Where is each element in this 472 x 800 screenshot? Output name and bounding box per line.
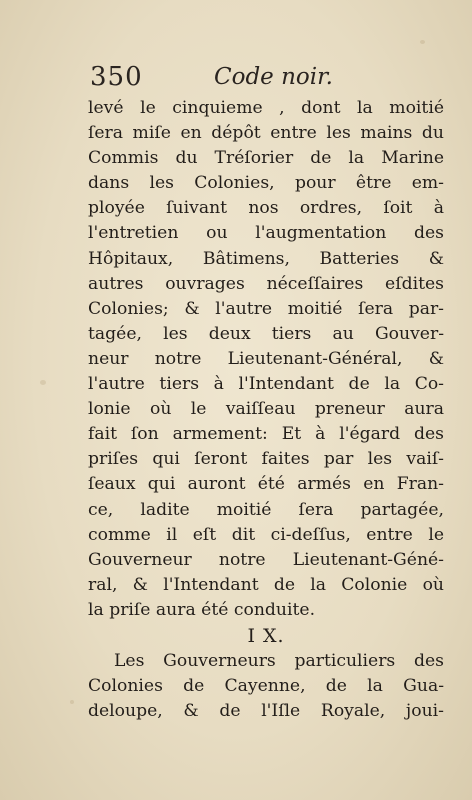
text-line: Hôpitaux, Bâtimens, Batteries &: [88, 248, 444, 269]
running-head: Code noir.: [214, 64, 333, 90]
text-line: lonie où le vaiſſeau preneur aura: [88, 399, 444, 420]
text-line: fait ſon armement: Et à l'égard des: [88, 424, 444, 445]
text-line: autres ouvrages néceſſaires eſdites: [88, 273, 444, 294]
text-line: ſeaux qui auront été armés en Fran-: [88, 474, 444, 495]
text-line: l'entretien ou l'augmentation des: [88, 223, 444, 244]
text-line: deloupe, & de l'Iſle Royale, joui-: [88, 701, 444, 722]
text-line: la priſe aura été conduite.: [88, 599, 316, 620]
paper-stain: [40, 380, 46, 385]
page-header: [90, 62, 380, 96]
text-line: l'autre tiers à l'Intendant de la Co-: [88, 374, 444, 395]
paper-stain: [70, 700, 74, 704]
body-text: [88, 96, 444, 724]
text-line: neur notre Lieutenant-Général, &: [88, 348, 444, 369]
text-line: comme il eſt dit ci-deſſus, entre le: [88, 524, 444, 545]
text-line: tagée, les deux tiers au Gouver-: [88, 323, 444, 344]
text-line: ral, & l'Intendant de la Colonie où: [88, 574, 444, 595]
section-number: I X.: [247, 624, 285, 647]
text-line: Colonies de Cayenne, de la Gua-: [88, 676, 444, 697]
text-line: ployée ſuivant nos ordres, ſoit à: [88, 198, 444, 219]
text-line: ſera miſe en dépôt entre les mains du: [88, 123, 444, 144]
text-line: Les Gouverneurs particuliers des: [114, 650, 444, 671]
page-number: 350: [90, 62, 143, 92]
text-line: Commis du Tréſorier de la Marine: [88, 148, 444, 169]
text-line: dans les Colonies, pour être em-: [88, 173, 444, 194]
text-line: priſes qui ſeront faites par les vaiſ-: [88, 449, 444, 470]
text-line: ce, ladite moitié ſera partagée,: [88, 499, 444, 520]
text-line: Gouverneur notre Lieutenant-Géné-: [88, 549, 444, 570]
paper-stain: [420, 40, 425, 44]
text-line: Colonies; & l'autre moitié ſera par-: [88, 298, 444, 319]
text-line: levé le cinquieme , dont la moitié: [88, 98, 444, 118]
